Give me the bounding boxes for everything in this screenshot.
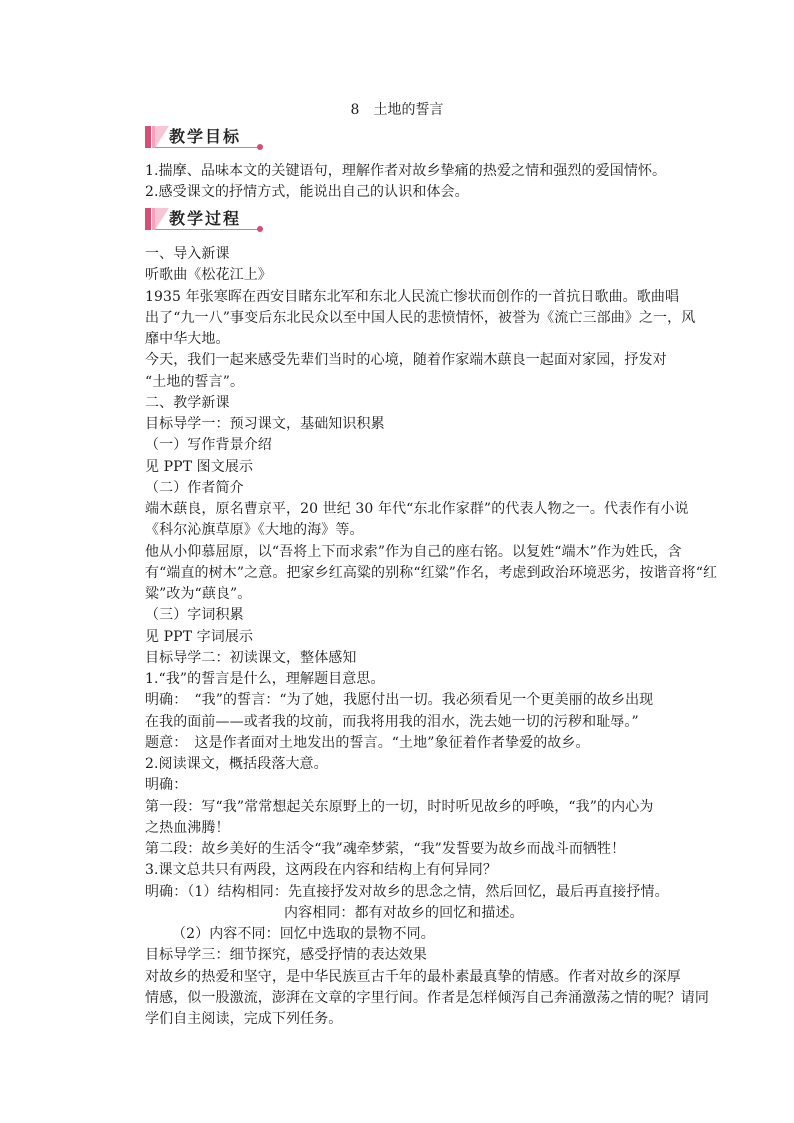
text-line: 端木蕻良，原名曹京平，20 世纪 30 年代“东北作家群”的代表人物之一。代表作有小说 bbox=[145, 501, 689, 517]
text-line: 见 PPT 图文展示 bbox=[145, 459, 254, 475]
text-line: 明确： bbox=[145, 777, 188, 793]
text-line: 他从小仰慕屈原，以“吾将上下而求索”作为自己的座右铭。以复姓“端木”作为姓氏，含 bbox=[145, 544, 682, 560]
text-line: 对故乡的热爱和坚守，是中华民族亘古千年的最朴素最真挚的情感。作者对故乡的深厚 bbox=[145, 969, 681, 985]
text-line: 在我的面前——或者我的坟前，而我将用我的泪水，洗去她一切的污秽和耻辱。” bbox=[145, 714, 639, 730]
text-line: 情感，似一股激流，澎湃在文章的字里行间。作者是怎样倾泻自己奔涌激荡之情的呢？请同 bbox=[145, 990, 709, 1006]
goal-line-2: 2.感受课文的抒情方式，能说出自己的认识和体会。 bbox=[145, 184, 469, 200]
text-line: 出了“九一八”事变后东北民众以至中国人民的悲愤情怀，被誉为《流亡三部曲》之一，风 bbox=[145, 310, 696, 326]
text-line: 题意： 这是作者面对土地发出的誓言。“土地”象征着作者挚爱的故乡。 bbox=[145, 735, 590, 751]
text-line: 目标导学三：细节探究，感受抒情的表达效果 bbox=[145, 947, 427, 963]
text-line: 二、教学新课 bbox=[145, 395, 230, 411]
text-line: （一）写作背景介绍 bbox=[145, 437, 272, 453]
text-line: （三）字词积累 bbox=[145, 607, 244, 623]
section-banner-goals bbox=[145, 126, 263, 150]
text-line: 一、导入新课 bbox=[145, 246, 230, 262]
text-line: 《科尔沁旗草原》《大地的海》等。 bbox=[145, 522, 364, 538]
text-line: （二）作者简介 bbox=[145, 480, 244, 496]
section-heading-process: 教学过程 bbox=[169, 209, 242, 228]
text-line: 学们自主阅读，完成下列任务。 bbox=[145, 1011, 343, 1027]
text-line: “土地的誓言”。 bbox=[145, 374, 245, 390]
text-line: 明确： “我”的誓言：“为了她，我愿付出一切。我必须看见一个更美丽的故乡出现 bbox=[145, 692, 654, 708]
goal-line-1: 1.揣摩、品味本文的关键语句，理解作者对故乡挚痛的热爱之情和强烈的爱国情怀。 bbox=[145, 163, 667, 179]
text-line: 见 PPT 字词展示 bbox=[145, 629, 254, 645]
text-line: 2.阅读课文，概括段落大意。 bbox=[145, 756, 328, 772]
text-line: 第一段：写“我”常常想起关东原野上的一切，时时听见故乡的呼唤，“我”的内心为 bbox=[145, 799, 654, 815]
text-line: 靡中华大地。 bbox=[145, 331, 230, 347]
text-line: 明确：（1）结构相同：先直接抒发对故乡的思念之情，然后回忆，最后再直接抒情。 bbox=[145, 884, 669, 900]
text-line: 第二段：故乡美好的生活令“我”魂牵梦萦，“我”发誓要为故乡而战斗而牺牲！ bbox=[145, 841, 626, 857]
section-banner-process bbox=[145, 208, 263, 232]
text-line: 3.课文总共只有两段，这两段在内容和结构上有何异同？ bbox=[145, 862, 497, 878]
text-line: 目标导学二：初读课文，整体感知 bbox=[145, 650, 357, 666]
text-line: 今天，我们一起来感受先辈们当时的心境，随着作家端木蕻良一起面对家园，抒发对 bbox=[145, 352, 667, 368]
text-line: 内容相同：都有对故乡的回忆和描述。 bbox=[284, 905, 524, 921]
section-heading-goals: 教学目标 bbox=[169, 127, 242, 146]
text-line: 1.“我”的誓言是什么，理解题目意思。 bbox=[145, 671, 385, 687]
text-line: 之热血沸腾！ bbox=[145, 820, 230, 836]
text-line: 1935 年张寒晖在西安目睹东北军和东北人民流亡惨状而创作的一首抗日歌曲。歌曲唱 bbox=[145, 289, 680, 305]
text-line: （2）内容不同：回忆中选取的景物不同。 bbox=[172, 926, 435, 942]
text-line: 粱”改为“蕻良”。 bbox=[145, 586, 252, 602]
banner-dot-icon bbox=[257, 226, 263, 232]
text-line: 听歌曲《松花江上》 bbox=[145, 267, 272, 283]
text-line: 目标导学一：预习课文，基础知识积累 bbox=[145, 416, 385, 432]
text-line: 有“端直的树木”之意。把家乡红高粱的别称“红粱”作名，考虑到政治环境恶劣，按谐音将“红 bbox=[145, 565, 718, 581]
lesson-title: 8 土地的誓言 bbox=[350, 102, 444, 118]
banner-dot-icon bbox=[257, 144, 263, 150]
